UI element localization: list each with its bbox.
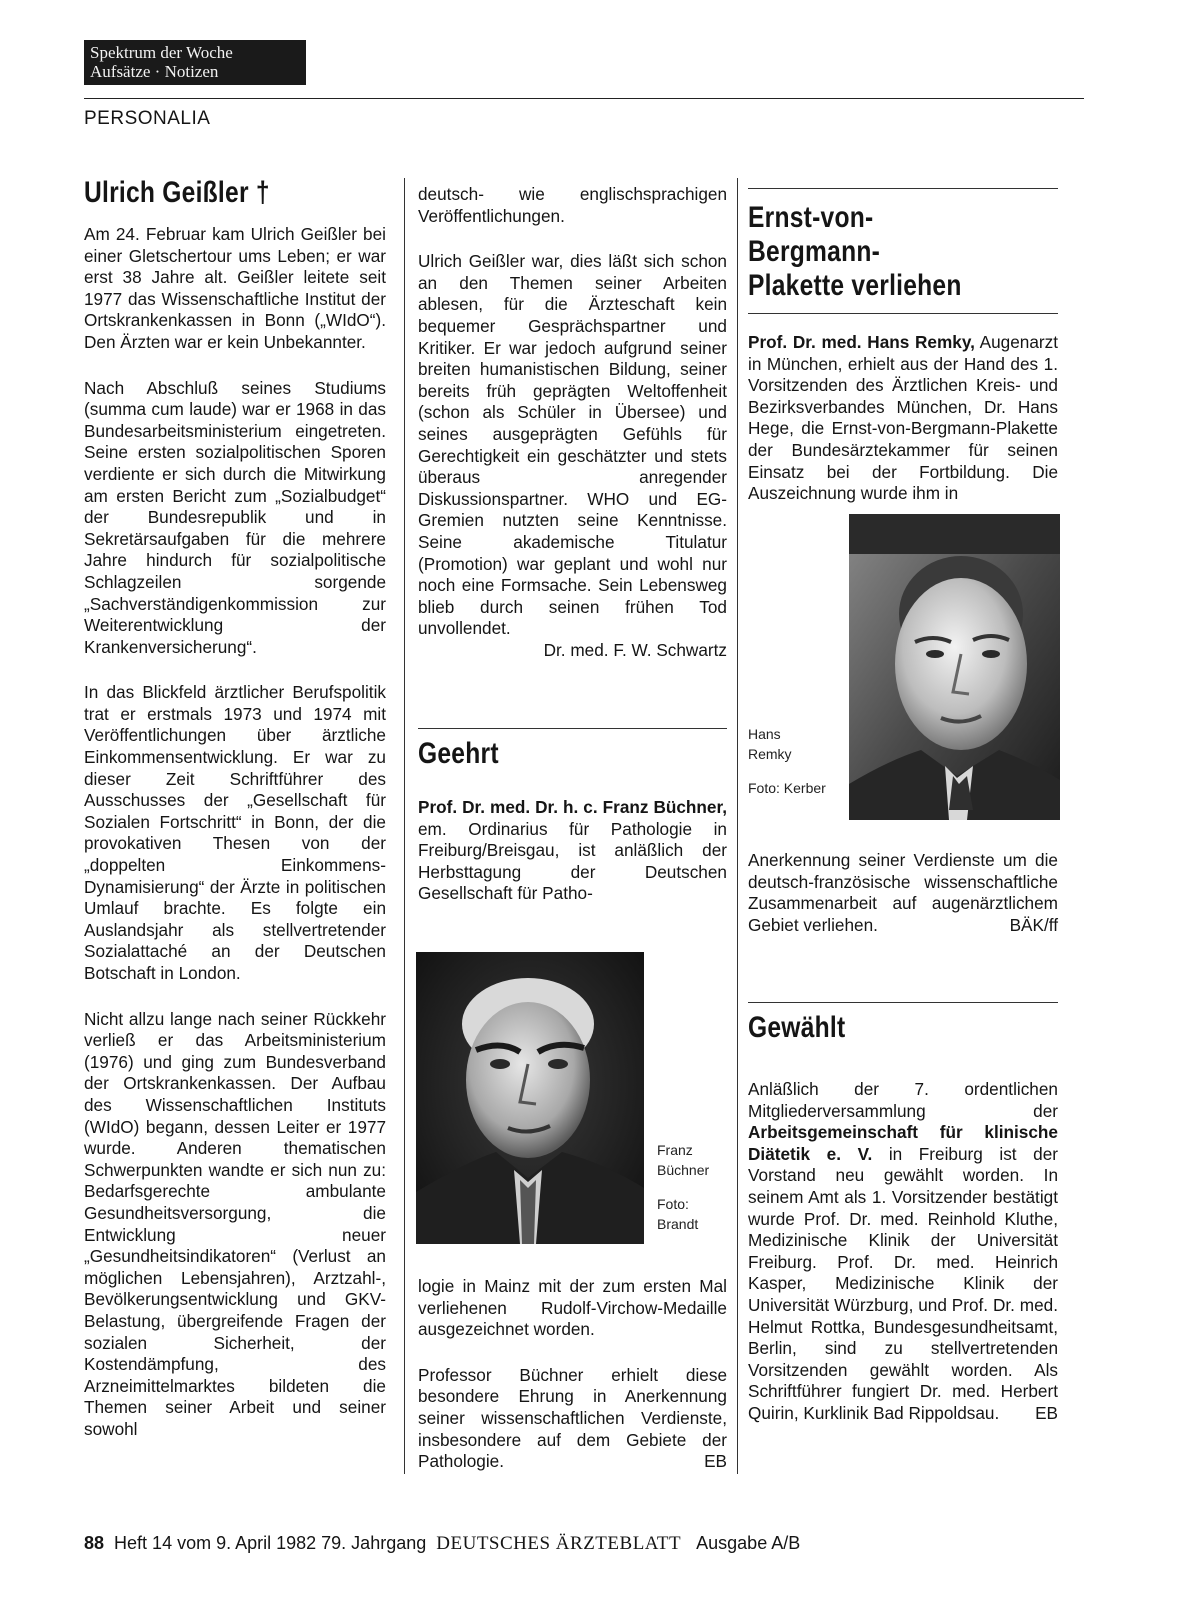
article2-paragraph-2: logie in Mainz mit der zum ersten Mal verliehenen Rudolf-Virchow-Medaille ausgezeichnet worden. (418, 1276, 727, 1340)
article3-title-line2: Plakette verliehen (748, 269, 962, 302)
page-footer (84, 1533, 800, 1555)
caption-remky-name: Hans Remky (748, 726, 792, 762)
caption-buechner (657, 1140, 729, 1234)
article3-bottom (748, 850, 1058, 936)
article3-lead-name: Prof. Dr. med. Hans Remky, (748, 332, 975, 352)
caption-remky-credit: Foto: Kerber (748, 780, 826, 796)
article1-paragraph-3: In das Blickfeld ärztlicher Berufspolitik trat er erstmals 1973 und 1974 mit Veröffentlichungen über ärztliche Einkommensentwicklung. Er war zu dieser Zeit Schriftführer des Ausschusses der „Gesellschaft für Sozialen Fortschritt“ in Bonn, der die provokativen Thesen von der „doppelten Einkommens-Dynamisierung“ der Ärzte in politischen Umlauf brachte. Es folgte ein Auslandsjahr als stellvertretender Sozialattaché an der Deutschen Botschaft in London. (84, 682, 386, 983)
article3-rule-bottom (748, 313, 1058, 314)
article4-org-name: Arbeitsgemeinschaft für klinische Diätetik e. V. (748, 1122, 1058, 1164)
page-number: 88 (84, 1533, 105, 1553)
article3-rule-top (748, 188, 1058, 189)
edition: Ausgabe A/B (696, 1533, 801, 1553)
article2-paragraph-3-text: Professor Büchner erhielt diese besondere Ehrung in Anerkennung seiner wissenschaftlichen Verdienste, insbesondere auf dem Gebiete der Pathologie. (418, 1364, 727, 1472)
section-tag (84, 40, 306, 85)
article2-bottom (418, 1276, 727, 1473)
section-tag-line1: Spektrum der Woche (90, 43, 233, 62)
article2-rule (418, 728, 727, 729)
article4-signature: EB (1035, 1402, 1058, 1423)
article2-paragraph-1-text: em. Ordinarius für Pathologie in Freiburg/Breisgau, ist anläßlich der Herbsttagung der Deutschen Gesellschaft für Patho- (418, 818, 727, 904)
article4-text-b: in Freiburg ist der Vorstand neu gewählt worden. In seinem Amt als 1. Vorsitzender bestätigt wurde Prof. Dr. med. Reinhold Kluthe, Medizinische Klinik der Universität Freiburg. Prof. Dr. med. Heinrich Kasper, Medizinische Klinik der Universität Würzburg, und Prof. Dr. med. Helmut Rottka, Bundesgesundheitsamt, Berlin, sind zu stellvertretenden Vorsitzenden gewählt worden. Als Schriftführer fungiert Dr. med. Herbert Quirin, Kurklinik Bad Rippoldsau. (748, 1143, 1058, 1423)
photo-franz-buechner (416, 952, 644, 1244)
column-divider-1 (404, 178, 405, 1474)
column-divider-2 (737, 178, 738, 1474)
article3-paragraph-2 (748, 850, 1058, 936)
article4 (748, 1002, 1058, 1425)
article2-paragraph-1 (418, 797, 727, 905)
article3-paragraph-1 (748, 332, 1058, 505)
header-rule (84, 98, 1084, 99)
article-title-geissler: Ulrich Geißler † (84, 176, 270, 209)
article4-paragraph-1 (748, 1079, 1058, 1425)
article4-text-a: Anläßlich der 7. ordentlichen Mitgliederversammlung der (748, 1079, 1058, 1121)
article1-signature: Dr. med. F. W. Schwartz (543, 639, 727, 660)
column-1 (84, 176, 386, 1440)
article2-lead-name: Prof. Dr. med. Dr. h. c. Franz Büchner, (418, 797, 727, 817)
article2-paragraph-3 (418, 1365, 727, 1473)
article4-rule (748, 1002, 1058, 1003)
rubric: PERSONALIA (84, 108, 211, 129)
issue-info: Heft 14 vom 9. April 1982 79. Jahrgang (114, 1533, 427, 1553)
photo-hans-remky (849, 514, 1060, 820)
article3-signature: BÄK/ff (1009, 914, 1058, 935)
article1-paragraph-4: Nicht allzu lange nach seiner Rückkehr verließ er das Arbeitsministerium (1976) und ging zum Bundesverband der Ortskrankenkassen. Der Aufbau des Wissenschaftlichen Instituts (WIdO) begann, dessen Leiter er 1977 wurde. Anderen thematischen Schwerpunkten wandte er sich nun zu: Bedarfsgerechte ambulante Gesundheitsversorgung, die Entwicklung neuer „Gesundheitsindikatoren“ (Verlust an möglichen Lebensjahren), Arztzahl-, Bevölkerungsentwicklung und GKV-Belastung, übergreifende Fragen der sozialen Sicherheit, der Kostendämpfung, des Arzneimittelmarktes bildeten die Themen seiner Arbeit und seiner sowohl (84, 1008, 386, 1439)
masthead: DEUTSCHES ÄRZTEBLATT (436, 1533, 682, 1554)
caption-buechner-credit: Foto: Brandt (657, 1196, 699, 1232)
article3-paragraph-2-text: Anerkennung seiner Verdienste um die deutsch-französische wissenschaftliche Zusammenarbeit auf augenärztlichem Gebiet verliehen. (748, 850, 1058, 935)
article3-top (748, 188, 1058, 505)
article-title-geehrt: Geehrt (418, 737, 499, 770)
article1-paragraph-2: Nach Abschluß seines Studiums (summa cum laude) war er 1968 in das Bundesarbeitsministerium eingetreten. Seine ersten sozialpolitischen Sporen verdiente er sich durch die Mitwirkung am ersten Bericht zum „Sozialbudget“ der Bundesrepublik und in Sekretärsaufgaben für die mehrere Jahre hindurch für sozialpolitische Schlagzeilen sorgende „Sachverständigenkommission zur Weiterentwicklung der Krankenversicherung“. (84, 377, 386, 657)
article3-title-line1: Ernst-von-Bergmann- (748, 201, 881, 268)
article-title-gewaehlt: Gewählt (748, 1011, 846, 1044)
article2-signature: EB (704, 1451, 727, 1472)
article3-paragraph-1-text: Augenarzt in München, erhielt aus der Hand des 1. Vorsitzenden des Ärztlichen Kreis- und Bezirksverbandes München, Dr. Hans Hege, die Ernst-von-Bergmann-Plakette der Bundesärztekammer für seinen Einsatz bei der Fortbildung. Die Auszeichnung wurde ihm in (748, 332, 1058, 504)
article2-top (418, 728, 727, 905)
article1-paragraph-6: Ulrich Geißler war, dies läßt sich schon an den Themen seiner Arbeiten ablesen, für die Ärzteschaft kein bequemer Gesprächspartner und Kritiker. Er war jedoch aufgrund seiner breiten humanistischen Bildung, seiner bereits früh geprägten Weltoffenheit (schon als Schüler in Übersee) und seines ausgeprägten Gefühls für Gerechtigkeit ein geschätzter und stets überaus anregender Diskussionspartner. WHO und EG-Gremien nutzten seine Kenntnisse. Seine akademische Titulatur (Promotion) war geplant und wohl nur noch eine Formsache. Sein Lebensweg blieb durch seinen frühen Tod unvollendet. (418, 251, 727, 639)
portrait-remky-image (849, 514, 1060, 820)
column-2 (418, 184, 727, 661)
section-tag-line2: Aufsätze · Notizen (90, 62, 219, 81)
caption-buechner-name: Franz Büchner (657, 1142, 710, 1178)
article1-paragraph-1: Am 24. Februar kam Ulrich Geißler bei einer Gletschertour ums Leben; er war erst 38 Jahre alt. Geißler leitete seit 1977 das Wissenschaftliche Institut der Ortskrankenkassen in Bonn („WIdO“). Den Ärzten war er kein Unbekannter. (84, 224, 386, 352)
caption-remky (748, 724, 828, 798)
portrait-buechner-image (416, 952, 644, 1244)
article1-paragraph-5: deutsch- wie englischsprachigen Veröffentlichungen. (418, 184, 727, 226)
